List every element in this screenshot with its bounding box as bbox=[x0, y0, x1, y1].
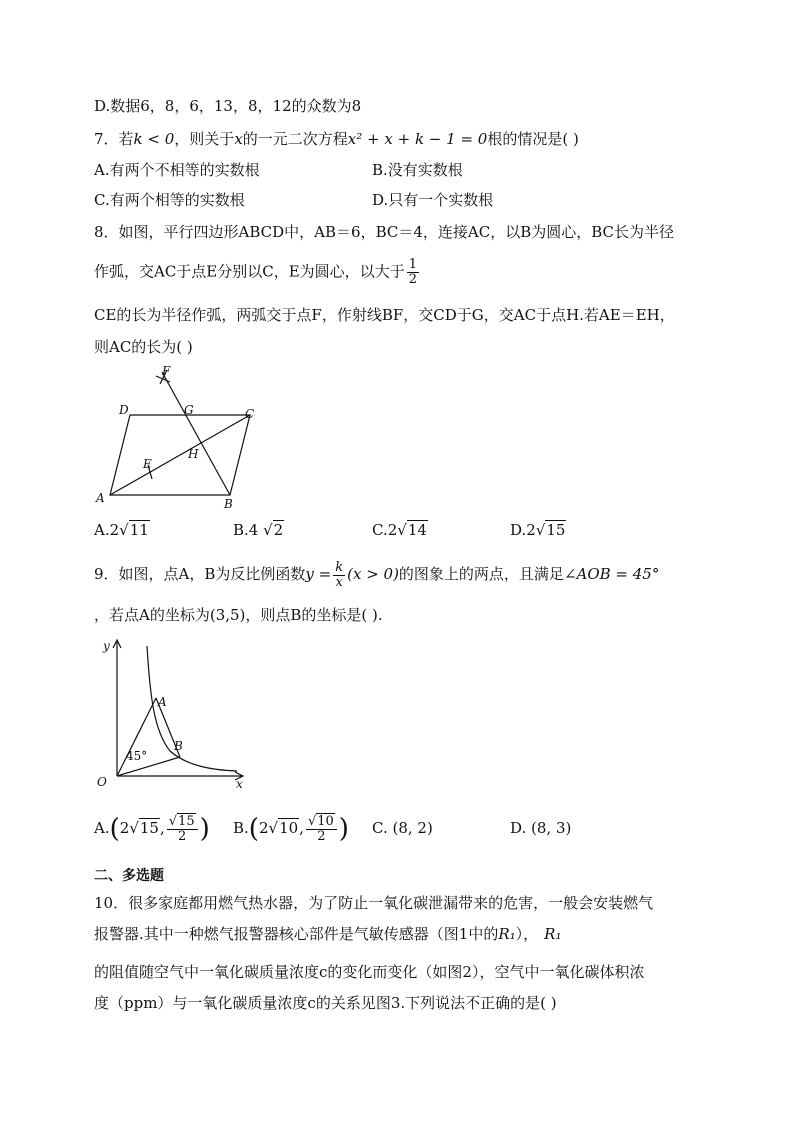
q9-b-y-frac: $\frac{√10}{2}$ bbox=[306, 815, 337, 844]
q8-option-c: C.2√14 bbox=[372, 521, 427, 539]
q8-line1: 8．如图，平行四边形ABCD中，AB＝6，BC＝4，连接AC，以B为圆心，BC长为半径 bbox=[94, 223, 675, 241]
q7-stem-d: 根的情况是( ) bbox=[487, 130, 579, 148]
q9-b-label: B. bbox=[233, 819, 249, 837]
q8-option-b: B.4 √2 bbox=[233, 521, 284, 539]
q8-b-pre: B.4 bbox=[233, 521, 259, 539]
q7-stem bbox=[94, 129, 579, 149]
q9-func-cond: (x > 0) bbox=[347, 565, 399, 583]
q8-parallelogram-figure bbox=[90, 362, 270, 512]
label-a: A bbox=[158, 695, 167, 709]
q9-b-x-rad: 10 bbox=[279, 819, 299, 837]
label-45deg: 45° bbox=[126, 749, 148, 763]
q9-option-b: B.(2√10, $\frac{√10}{2}$ ) bbox=[233, 813, 349, 844]
q9-inverse-function-figure bbox=[92, 636, 262, 788]
q9-option-c: C. (8, 2) bbox=[372, 819, 433, 837]
q9-line2 bbox=[94, 605, 383, 625]
q9-b-y-rad: 10 bbox=[317, 813, 334, 829]
q8-d-pre: D.2 bbox=[510, 521, 536, 539]
label-b: B bbox=[224, 497, 233, 511]
q10-r1: R₁ bbox=[498, 925, 516, 943]
q8-c-radicand: 14 bbox=[407, 521, 427, 539]
q9-coord-a: (3,5) bbox=[209, 606, 246, 624]
q7-stem-b: ，则关于 bbox=[174, 130, 235, 148]
q9-line2-b: ，则点B的坐标是( ). bbox=[245, 606, 383, 624]
q9-option-a: A.(2√15, $\frac{√15}{2}$ ) bbox=[94, 813, 210, 844]
label-a: A bbox=[96, 491, 105, 505]
q8-line2 bbox=[94, 258, 421, 287]
q9-option-d: D. (8, 3) bbox=[510, 819, 572, 837]
q9-a-y-frac: $\frac{√15}{2}$ bbox=[167, 815, 198, 844]
q7-cond: k < 0 bbox=[133, 130, 175, 148]
q9-func-fraction bbox=[333, 561, 345, 590]
q10-line1: 10．很多家庭都用燃气热水器，为了防止一氧化碳泄漏带来的危害，一般会安装燃气 bbox=[94, 894, 654, 912]
q7-stem-a: 7．若 bbox=[94, 130, 134, 148]
label-d: D bbox=[119, 403, 129, 417]
diagonal-ac bbox=[110, 415, 250, 495]
q8-line4: 则AC的长为( ) bbox=[94, 338, 193, 356]
q9-a-label: A. bbox=[94, 819, 110, 837]
q7-option-a: A.有两个不相等的实数根 bbox=[94, 161, 260, 179]
q9-func-den: x bbox=[335, 574, 343, 590]
q8-a-radicand: 11 bbox=[129, 521, 149, 539]
q10-line3: 的阻值随空气中一氧化碳质量浓度c的变化而变化（如图2），空气中一氧化碳体积浓 bbox=[94, 963, 645, 981]
label-b: B bbox=[174, 739, 183, 753]
q7-var: x bbox=[234, 130, 243, 148]
q10-r1b: R₁ bbox=[544, 925, 562, 943]
q7-equation: x² + x + k − 1 = 0 bbox=[347, 130, 488, 148]
q8-c-pre: C.2 bbox=[372, 521, 398, 539]
q8-fraction bbox=[407, 258, 419, 287]
q10-line2-mid: ）， bbox=[515, 925, 539, 943]
label-g: G bbox=[184, 403, 194, 417]
label-o: O bbox=[97, 775, 107, 788]
label-h: H bbox=[188, 447, 199, 461]
q9-func-num: k bbox=[335, 559, 344, 575]
q8-option-d: D.2√15 bbox=[510, 521, 566, 539]
ray-bf bbox=[162, 372, 230, 495]
section-title-multi-choice: 二、多选题 bbox=[94, 868, 164, 884]
q6-option-d: D.数据6，8，6，13，8，12的众数为8 bbox=[94, 97, 362, 115]
q9-func-y: y = bbox=[305, 565, 332, 583]
label-f: F bbox=[162, 364, 171, 378]
q9-line2-a: ，若点A的坐标为 bbox=[94, 606, 210, 624]
q7-option-d: D.只有一个实数根 bbox=[372, 191, 494, 209]
q8-d-radicand: 15 bbox=[546, 521, 566, 539]
q9-line1 bbox=[94, 560, 659, 590]
label-c: C bbox=[245, 407, 255, 421]
q7-stem-c: 的一元二次方程 bbox=[242, 130, 348, 148]
label-y: y bbox=[103, 639, 110, 653]
q9-line1-b: 的图象上的两点，且满足 bbox=[398, 565, 564, 583]
label-x: x bbox=[236, 777, 243, 788]
q10-line2-text: 报警器.其中一种燃气报警器核心部件是气敏传感器（图1中的 bbox=[94, 925, 499, 943]
q8-a-pre: A.2 bbox=[94, 521, 120, 539]
q7-option-b: B.没有实数根 bbox=[372, 161, 463, 179]
q8-option-a: A.2√11 bbox=[94, 521, 149, 539]
segment-oa bbox=[117, 698, 156, 776]
q9-b-x-pre: 2 bbox=[258, 819, 269, 837]
q9-a-x-rad: 15 bbox=[139, 819, 159, 837]
q9-a-y-rad: 15 bbox=[178, 813, 195, 829]
q9-angle: ∠AOB = 45° bbox=[563, 565, 660, 583]
q10-line2 bbox=[94, 924, 561, 944]
q9-line1-a: 9．如图，点A，B为反比例函数 bbox=[94, 565, 306, 583]
q7-option-c: C.有两个相等的实数根 bbox=[94, 191, 245, 209]
q8-line3: CE的长为半径作弧，两弧交于点F，作射线BF，交CD于G，交AC于点H.若AE＝EH， bbox=[94, 306, 675, 324]
q8-line2-text: 作弧，交AC于点E分别以C，E为圆心，以大于 bbox=[94, 262, 405, 281]
q10-line4: 度（ppm）与一氧化碳质量浓度c的关系见图3.下列说法不正确的是( ) bbox=[94, 994, 557, 1012]
q9-b-y-den: 2 bbox=[317, 828, 326, 844]
q8-frac-num: 1 bbox=[408, 257, 417, 272]
q9-a-y-den: 2 bbox=[178, 828, 187, 844]
label-e: E bbox=[143, 457, 152, 471]
q9-a-x-pre: 2 bbox=[119, 819, 130, 837]
q8-frac-den: 2 bbox=[408, 272, 417, 287]
q8-b-radicand: 2 bbox=[273, 521, 284, 539]
